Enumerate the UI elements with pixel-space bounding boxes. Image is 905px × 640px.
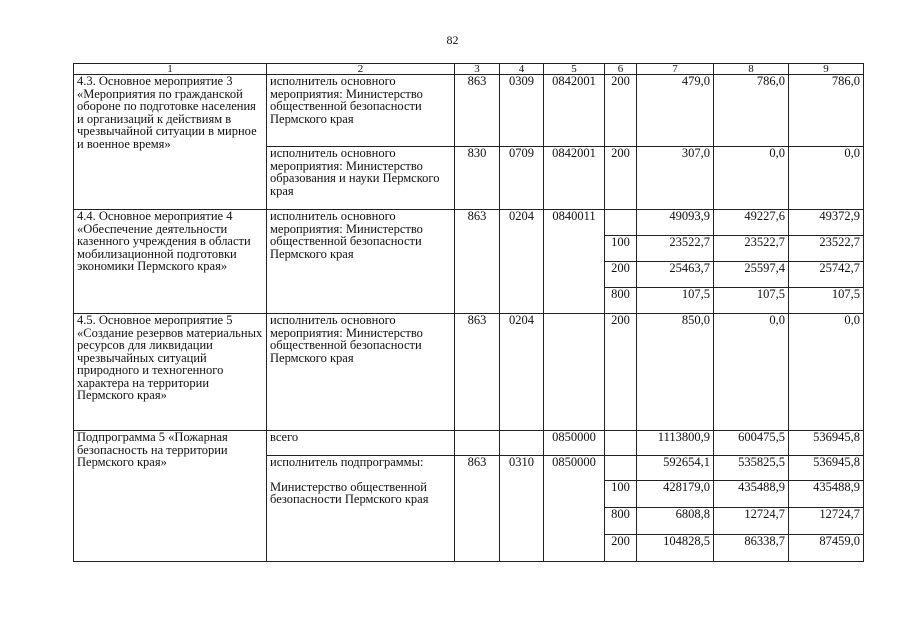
expense-type-cell xyxy=(605,431,637,456)
column-number: 9 xyxy=(789,64,864,75)
ministry-code-cell: 863 xyxy=(455,210,500,314)
budget-table xyxy=(73,63,864,562)
amount-cell: 0,0 xyxy=(789,147,864,210)
amount-cell: 49093,9 xyxy=(637,210,714,236)
table-row xyxy=(74,75,864,147)
executor-cell: исполнитель основного мероприятия: Министерство общественной безопасности Пермского края xyxy=(267,75,455,147)
amount-cell: 1113800,9 xyxy=(637,431,714,456)
column-number: 3 xyxy=(455,64,500,75)
amount-cell: 786,0 xyxy=(789,75,864,147)
amount-cell: 23522,7 xyxy=(714,236,789,262)
amount-cell: 600475,5 xyxy=(714,431,789,456)
amount-cell: 107,5 xyxy=(789,288,864,314)
amount-cell: 23522,7 xyxy=(789,236,864,262)
column-number: 4 xyxy=(500,64,544,75)
column-number-row xyxy=(74,64,864,75)
section-code-cell xyxy=(500,431,544,456)
target-code-cell: 0850000 xyxy=(544,456,605,562)
amount-cell: 107,5 xyxy=(714,288,789,314)
section-code-cell: 0204 xyxy=(500,314,544,431)
column-number: 6 xyxy=(605,64,637,75)
amount-cell: 536945,8 xyxy=(789,456,864,481)
target-code-cell: 0842001 xyxy=(544,147,605,210)
ministry-code-cell xyxy=(455,431,500,456)
amount-cell: 23522,7 xyxy=(637,236,714,262)
amount-cell: 0,0 xyxy=(714,147,789,210)
expense-type-cell: 200 xyxy=(605,75,637,147)
ministry-code-cell: 863 xyxy=(455,314,500,431)
expense-type-cell xyxy=(605,210,637,236)
target-code-cell: 0840011 xyxy=(544,210,605,314)
amount-cell: 592654,1 xyxy=(637,456,714,481)
amount-cell: 25597,4 xyxy=(714,262,789,288)
section-code-cell: 0310 xyxy=(500,456,544,562)
expense-type-cell: 100 xyxy=(605,481,637,508)
executor-cell: исполнитель подпрограммы: xyxy=(267,456,455,481)
ministry-code-cell: 830 xyxy=(455,147,500,210)
column-number: 5 xyxy=(544,64,605,75)
executor-cell: всего xyxy=(267,431,455,456)
amount-cell: 786,0 xyxy=(714,75,789,147)
expense-type-cell: 200 xyxy=(605,314,637,431)
amount-cell: 12724,7 xyxy=(789,508,864,535)
amount-cell: 0,0 xyxy=(714,314,789,431)
executor-cell: исполнитель основного мероприятия: Министерство общественной безопасности Пермского края xyxy=(267,314,455,431)
activity-cell: 4.3. Основное мероприятие 3 «Мероприятия по гражданской обороне по подготовке населения и организаций к действиям в чрезвычайной ситуации в мирное и военное время» xyxy=(74,75,267,210)
expense-type-cell: 800 xyxy=(605,508,637,535)
amount-cell: 49372,9 xyxy=(789,210,864,236)
executor-cell: исполнитель основного мероприятия: Министерство образования и науки Пермского края xyxy=(267,147,455,210)
amount-cell: 25463,7 xyxy=(637,262,714,288)
amount-cell: 435488,9 xyxy=(714,481,789,508)
amount-cell: 6808,8 xyxy=(637,508,714,535)
expense-type-cell: 800 xyxy=(605,288,637,314)
column-number: 8 xyxy=(714,64,789,75)
ministry-code-cell: 863 xyxy=(455,456,500,562)
table-row xyxy=(74,314,864,431)
amount-cell: 25742,7 xyxy=(789,262,864,288)
table-row xyxy=(74,431,864,456)
section-code-cell: 0309 xyxy=(500,75,544,147)
column-number: 1 xyxy=(74,64,267,75)
subprogram-cell: Подпрограмма 5 «Пожарная безопасность на территории Пермского края» xyxy=(74,431,267,562)
column-number: 2 xyxy=(267,64,455,75)
section-code-cell: 0204 xyxy=(500,210,544,314)
amount-cell: 104828,5 xyxy=(637,535,714,562)
executor-cell: исполнитель основного мероприятия: Министерство общественной безопасности Пермского края xyxy=(267,210,455,314)
amount-cell: 479,0 xyxy=(637,75,714,147)
amount-cell: 536945,8 xyxy=(789,431,864,456)
expense-type-cell: 200 xyxy=(605,262,637,288)
expense-type-cell: 200 xyxy=(605,535,637,562)
amount-cell: 12724,7 xyxy=(714,508,789,535)
target-code-cell xyxy=(544,314,605,431)
target-code-cell: 0850000 xyxy=(544,431,605,456)
amount-cell: 435488,9 xyxy=(789,481,864,508)
target-code-cell: 0842001 xyxy=(544,75,605,147)
amount-cell: 86338,7 xyxy=(714,535,789,562)
amount-cell: 107,5 xyxy=(637,288,714,314)
amount-cell: 0,0 xyxy=(789,314,864,431)
amount-cell: 87459,0 xyxy=(789,535,864,562)
amount-cell: 535825,5 xyxy=(714,456,789,481)
expense-type-cell: 200 xyxy=(605,147,637,210)
expense-type-cell xyxy=(605,456,637,481)
activity-cell: 4.5. Основное мероприятие 5 «Создание резервов материальных ресурсов для ликвидации чрезвычайных ситуаций природного и техногенного характера на территории Пермского края» xyxy=(74,314,267,431)
executor-cell: Министерство общественной безопасности Пермского края xyxy=(267,481,455,562)
table-row xyxy=(74,210,864,236)
amount-cell: 428179,0 xyxy=(637,481,714,508)
section-code-cell: 0709 xyxy=(500,147,544,210)
ministry-code-cell: 863 xyxy=(455,75,500,147)
expense-type-cell: 100 xyxy=(605,236,637,262)
amount-cell: 850,0 xyxy=(637,314,714,431)
page-number: 82 xyxy=(446,33,459,47)
activity-cell: 4.4. Основное мероприятие 4 «Обеспечение деятельности казенного учреждения в области мобилизационной подготовки экономики Пермского края» xyxy=(74,210,267,314)
amount-cell: 307,0 xyxy=(637,147,714,210)
amount-cell: 49227,6 xyxy=(714,210,789,236)
column-number: 7 xyxy=(637,64,714,75)
